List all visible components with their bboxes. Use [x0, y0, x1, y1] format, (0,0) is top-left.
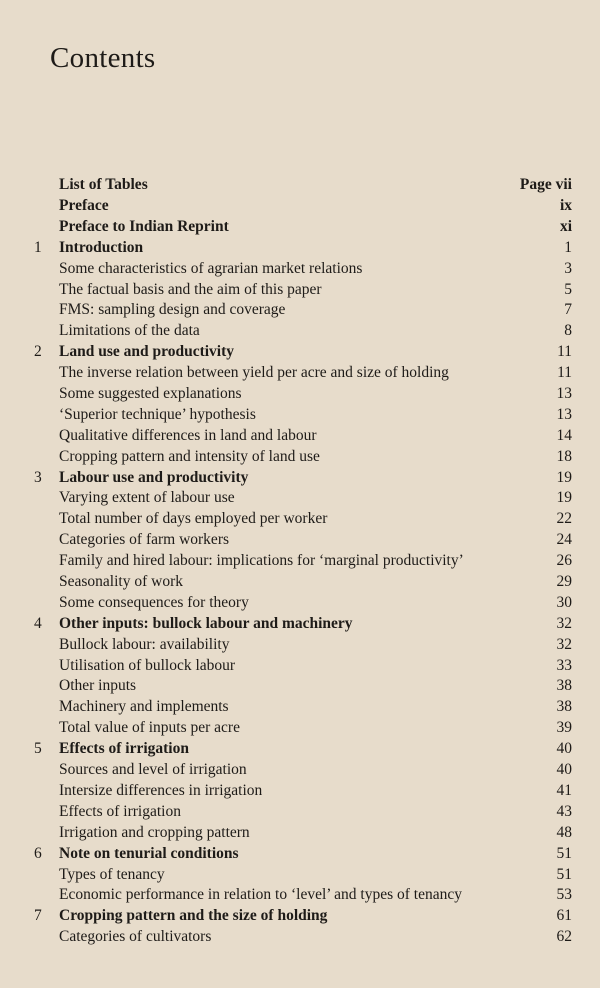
- entry-title: Economic performance in relation to ‘level’ and types of tenancy: [59, 886, 462, 904]
- chapter-number: 3: [34, 468, 42, 486]
- page-number: 41: [556, 781, 572, 799]
- entry-title: Labour use and productivity: [59, 468, 249, 486]
- page-number: 11: [557, 343, 572, 361]
- entry-title: Cropping pattern and the size of holding: [59, 907, 328, 925]
- toc-chapter-entry: [34, 906, 572, 927]
- entry-title: Utilisation of bullock labour: [59, 656, 236, 674]
- toc-entry: [34, 656, 572, 677]
- entry-title: Categories of farm workers: [59, 531, 230, 549]
- page-number: 5: [564, 280, 572, 298]
- toc-chapter-entry: [34, 739, 572, 760]
- toc-entry: [34, 384, 572, 405]
- page-number: xi: [559, 217, 572, 235]
- entry-title: Total value of inputs per acre: [59, 719, 240, 737]
- chapter-number: 4: [34, 614, 42, 632]
- entry-title: Varying extent of labour use: [59, 489, 235, 507]
- page-number: 8: [564, 322, 572, 340]
- page-number: 38: [556, 698, 572, 716]
- entry-title: Some consequences for theory: [59, 593, 249, 611]
- toc-entry: [34, 280, 572, 301]
- entry-title: Limitations of the data: [59, 322, 200, 340]
- toc-entry: [34, 509, 572, 530]
- toc-entry: [34, 823, 572, 844]
- entry-title: Note on tenurial conditions: [59, 844, 239, 862]
- toc-entry: [34, 697, 572, 718]
- toc-entry: [34, 635, 572, 656]
- toc-chapter-entry: [34, 844, 572, 865]
- chapter-number: 5: [34, 740, 42, 758]
- page-number: 61: [556, 907, 572, 925]
- entry-title: Effects of irrigation: [59, 802, 181, 820]
- toc-entry: [34, 530, 572, 551]
- chapter-number: 1: [34, 238, 42, 256]
- toc-header-row: [59, 176, 572, 196]
- entry-title: Introduction: [59, 238, 144, 256]
- table-of-contents: [34, 196, 572, 948]
- toc-entry: [34, 593, 572, 614]
- toc-entry: [34, 447, 572, 468]
- toc-entry: [34, 217, 572, 238]
- toc-chapter-entry: [34, 238, 572, 259]
- toc-entry: [34, 781, 572, 802]
- entry-title: The factual basis and the aim of this paper: [59, 280, 322, 298]
- page-number: 13: [556, 405, 572, 423]
- toc-entry: [34, 259, 572, 280]
- toc-entry: [34, 885, 572, 906]
- toc-chapter-entry: [34, 468, 572, 489]
- page-number: 53: [556, 886, 572, 904]
- toc-entry: [34, 488, 572, 509]
- page-number: 7: [564, 301, 572, 319]
- page-number: 38: [556, 677, 572, 695]
- toc-entry: [34, 551, 572, 572]
- entry-title: Machinery and implements: [59, 698, 229, 716]
- entry-title: Preface to Indian Reprint: [59, 217, 229, 235]
- toc-entry: [34, 927, 572, 948]
- page-number: 32: [556, 614, 572, 632]
- entry-title: Sources and level of irrigation: [59, 761, 247, 779]
- entry-title: ‘Superior technique’ hypothesis: [59, 405, 256, 423]
- page-number: 33: [556, 656, 572, 674]
- page-number: 18: [556, 447, 572, 465]
- entry-title: Intersize differences in irrigation: [59, 781, 263, 799]
- page-title: Contents: [50, 42, 156, 74]
- entry-title: Qualitative differences in land and labour: [59, 426, 317, 444]
- entry-title: Types of tenancy: [59, 865, 165, 883]
- toc-entry: [34, 426, 572, 447]
- page-number: 19: [556, 489, 572, 507]
- page-number: 3: [564, 259, 572, 277]
- toc-chapter-entry: [34, 614, 572, 635]
- page-number: 32: [556, 635, 572, 653]
- toc-entry: [34, 405, 572, 426]
- entry-title: Other inputs: bullock labour and machinery: [59, 614, 353, 632]
- page-number: 39: [556, 719, 572, 737]
- entry-title: Seasonality of work: [59, 573, 183, 591]
- toc-entry: [34, 572, 572, 593]
- entry-title: Land use and productivity: [59, 343, 235, 361]
- chapter-number: 2: [34, 343, 42, 361]
- entry-title: Preface: [59, 197, 109, 214]
- page-number: 1: [564, 238, 572, 256]
- page-number: 26: [556, 552, 572, 570]
- chapter-number: 7: [34, 907, 42, 925]
- toc-entry: [34, 802, 572, 823]
- toc-entry: [34, 363, 572, 384]
- entry-title: Family and hired labour: implications for ‘marginal productivity’: [59, 552, 464, 570]
- toc-entry: [34, 321, 572, 342]
- page-number: 13: [556, 385, 572, 403]
- entry-title: FMS: sampling design and coverage: [59, 301, 286, 319]
- page-number: 22: [556, 510, 572, 528]
- page-column-heading: Page vii: [519, 176, 572, 193]
- chapter-number: 6: [34, 844, 42, 862]
- entry-title: Total number of days employed per worker: [59, 510, 328, 528]
- page-number: 40: [556, 761, 572, 779]
- page-number: 40: [556, 740, 572, 758]
- toc-entry: [34, 196, 572, 217]
- entry-title: Some characteristics of agrarian market relations: [59, 259, 363, 277]
- entry-title: Some suggested explanations: [59, 385, 242, 403]
- entry-title: Cropping pattern and intensity of land use: [59, 447, 320, 465]
- page-number: 51: [556, 844, 572, 862]
- toc-entry: [34, 676, 572, 697]
- toc-entry: [34, 718, 572, 739]
- entry-title: Effects of irrigation: [59, 740, 189, 758]
- entry-title: Bullock labour: availability: [59, 635, 230, 653]
- page-number: 19: [556, 468, 572, 486]
- page-number: 30: [556, 593, 572, 611]
- page-number: 24: [556, 531, 572, 549]
- page-number: 48: [556, 823, 572, 841]
- page-number: 43: [556, 802, 572, 820]
- entry-title: Categories of cultivators: [59, 928, 212, 946]
- toc-chapter-entry: [34, 342, 572, 363]
- toc-entry: [34, 760, 572, 781]
- page-number: 14: [556, 426, 572, 444]
- page-number: 29: [556, 573, 572, 591]
- list-of-tables-label: List of Tables: [59, 176, 148, 193]
- entry-title: Other inputs: [59, 677, 137, 695]
- entry-title: The inverse relation between yield per acre and size of holding: [59, 364, 449, 382]
- page-number: 62: [556, 928, 572, 946]
- entry-title: Irrigation and cropping pattern: [59, 823, 250, 841]
- toc-entry: [34, 865, 572, 886]
- page-number: ix: [559, 197, 572, 214]
- toc-entry: [34, 300, 572, 321]
- page-number: 11: [557, 364, 572, 382]
- page-number: 51: [556, 865, 572, 883]
